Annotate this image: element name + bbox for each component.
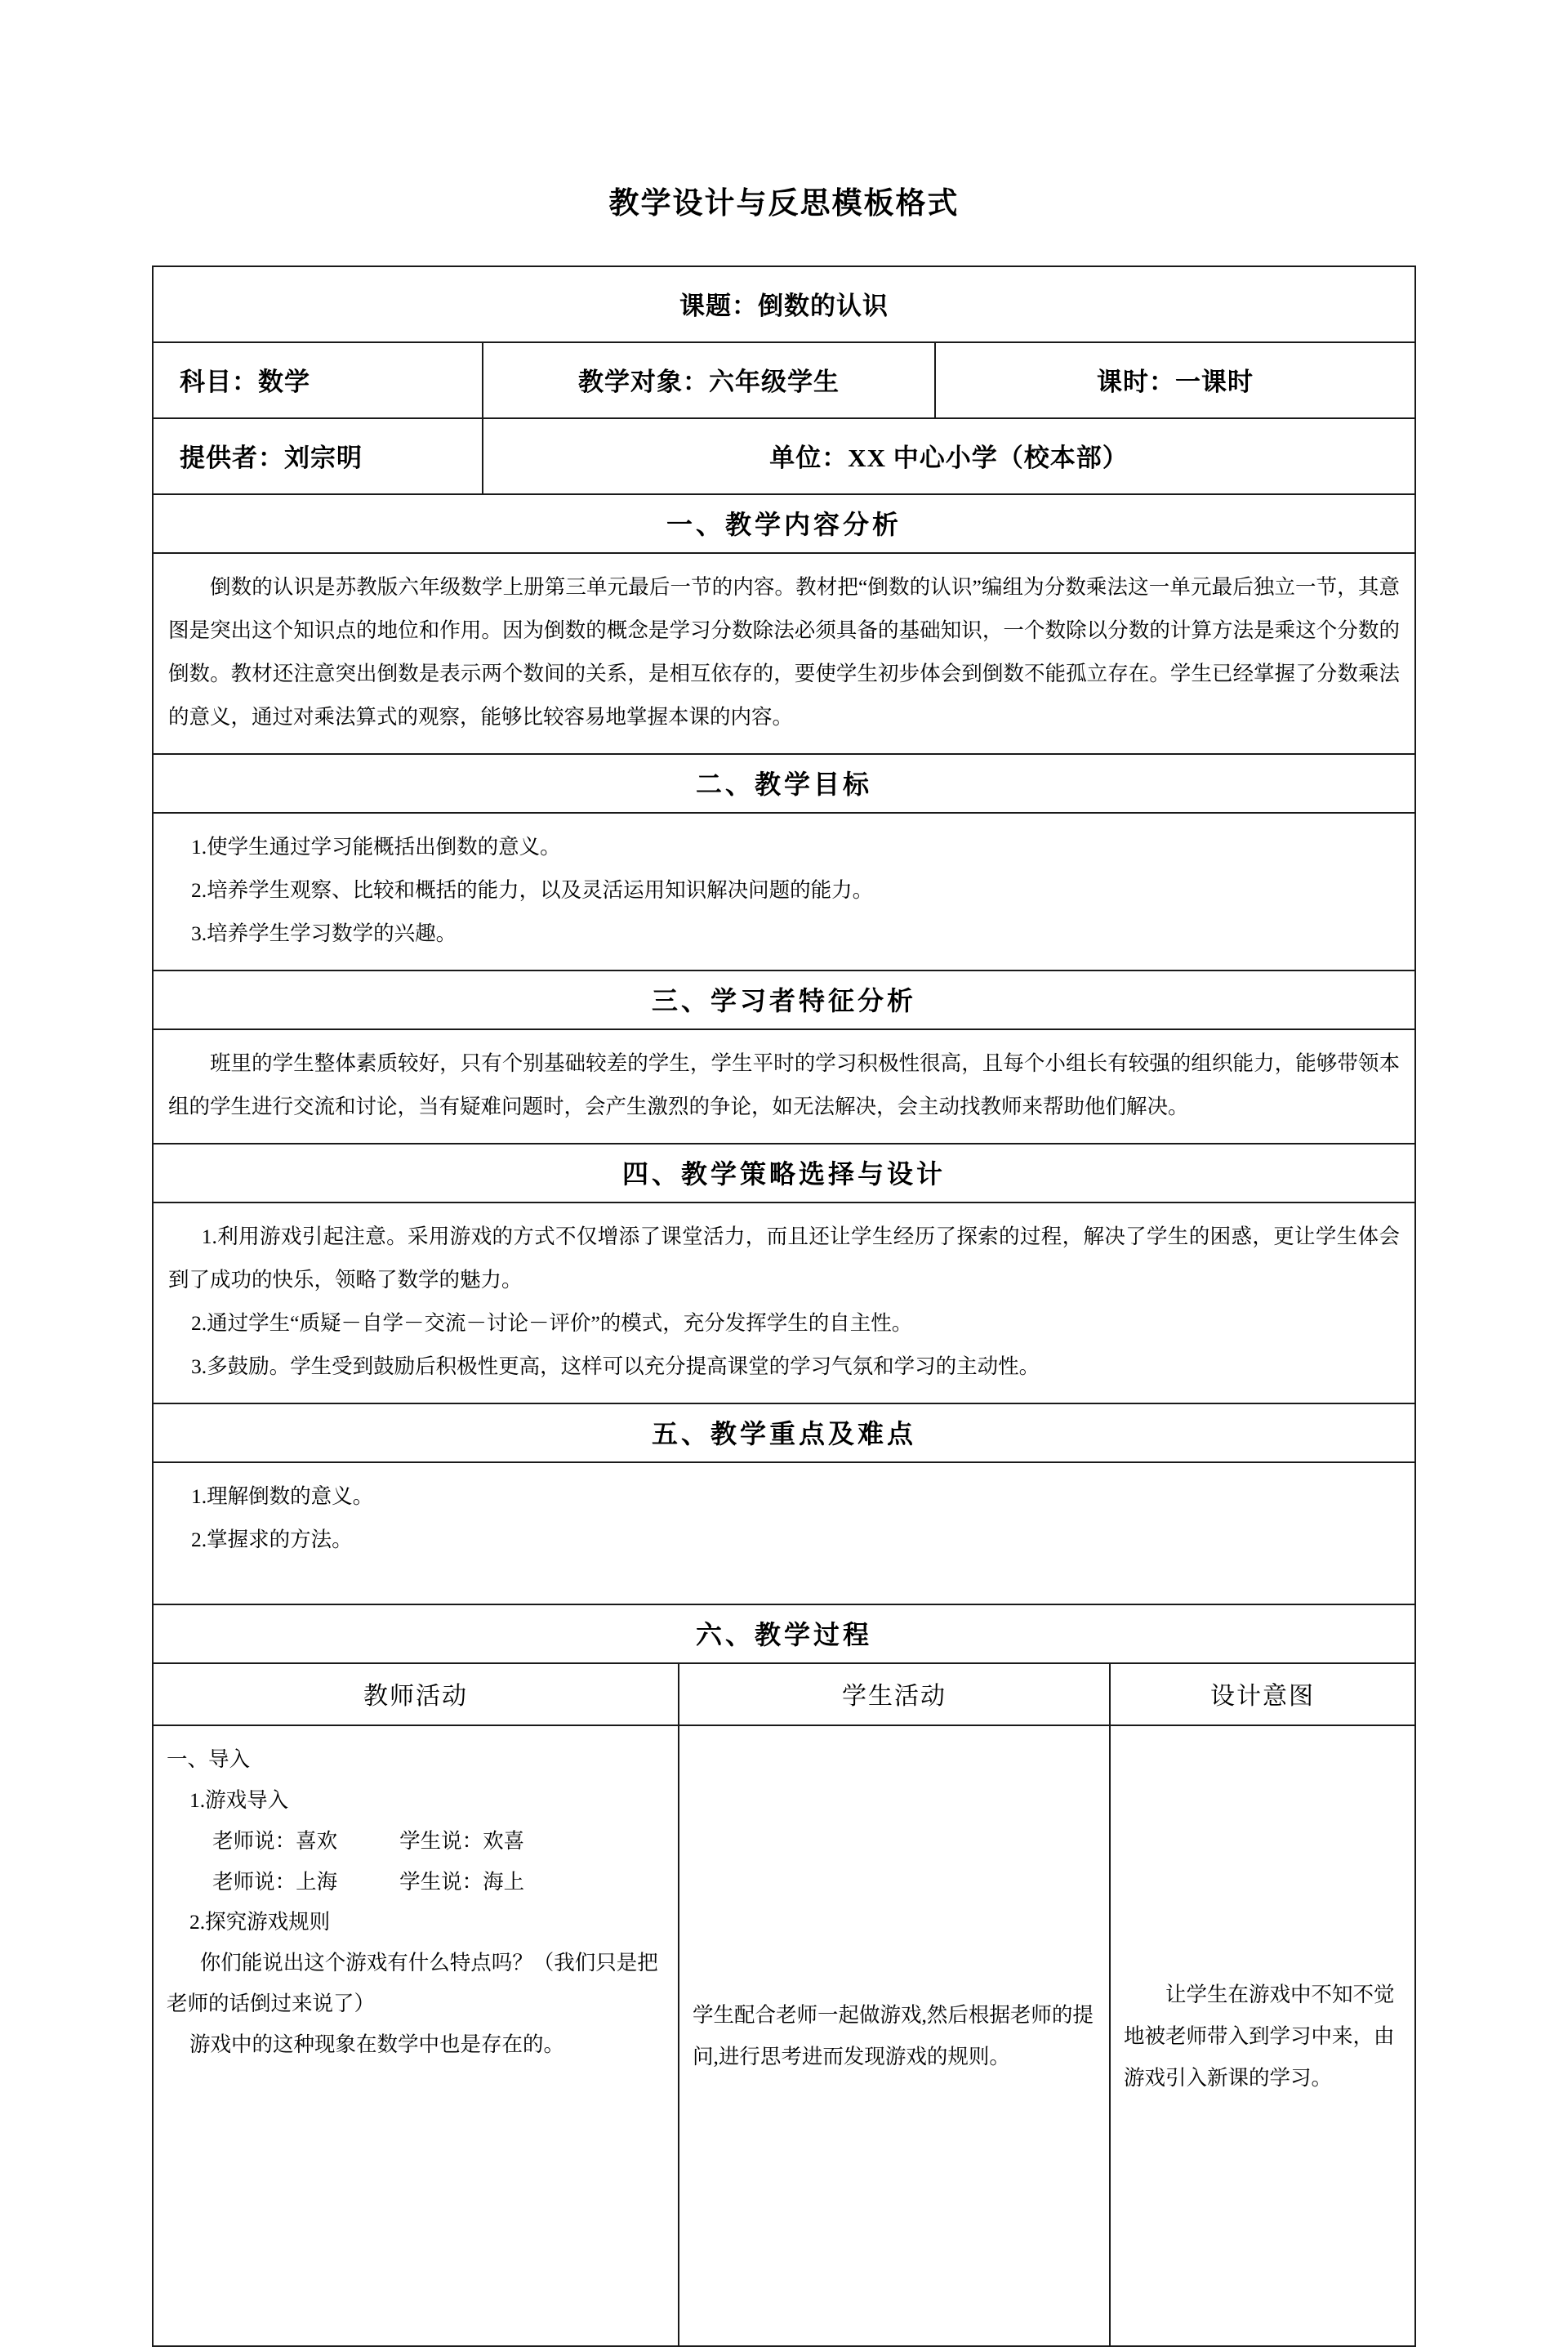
process-body-row: [153, 1725, 1415, 2346]
strategy-item: 1.利用游戏引起注意。采用游戏的方式不仅增添了课堂活力，而且还让学生经历了探索的过程，解决了学生的困惑，更让学生体会到了成功的快乐，领略了数学的魅力。: [168, 1225, 1400, 1292]
table-row-meta-1: [153, 342, 1415, 418]
section-body-row-3: [153, 1029, 1415, 1144]
process-design-intent: [1110, 1725, 1415, 2346]
design-intent-text: 让学生在游戏中不知不觉地被老师带入到学习中来，由游戏引入新课的学习。: [1124, 1982, 1395, 2090]
section-heading-row-5: [153, 1403, 1415, 1462]
teacher-says-1: 老师说：喜欢: [212, 1828, 338, 1853]
teacher-dialogue-line: [167, 1862, 665, 1903]
objective-item: 3.培养学生学习数学的兴趣。: [191, 921, 457, 946]
section-heading-row-3: [153, 970, 1415, 1029]
process-col-header-intent: 设计意图: [1110, 1663, 1415, 1725]
section-heading-objectives: 二、教学目标: [153, 754, 1415, 813]
process-teacher-activity: [153, 1725, 679, 2346]
section-body-objectives: [153, 813, 1415, 970]
section-heading-content-analysis: 一、教学内容分析: [153, 494, 1415, 553]
teacher-line: 一、导入: [167, 1747, 251, 1772]
subject-cell: 科目：数学: [153, 342, 483, 418]
student-says-1: 学生说：欢喜: [399, 1828, 525, 1853]
table-row-topic: [153, 266, 1415, 342]
unit-cell: 单位：XX 中心小学（校本部）: [483, 418, 1415, 494]
section-body-strategy: [153, 1203, 1415, 1403]
paragraph: 班里的学生整体素质较好，只有个别基础较差的学生，学生平时的学习积极性很高，且每个小组长有较强的组织能力，能够带领本组的学生进行交流和讨论，当有疑难问题时，会产生激烈的争论，如无法解决，会主动找教师来帮助他们解决。: [168, 1051, 1400, 1119]
section-heading-process: 六、教学过程: [153, 1604, 1415, 1663]
process-col-header-student: 学生活动: [679, 1663, 1110, 1725]
student-says-2: 学生说：海上: [399, 1869, 525, 1894]
spacer: [168, 1561, 1400, 1589]
teacher-line: 1.游戏导入: [189, 1788, 289, 1813]
page-title: 教学设计与反思模板格式: [608, 187, 960, 221]
teacher-line: 你们能说出这个游戏有什么特点吗？（我们只是把老师的话倒过来说了）: [167, 1951, 658, 2015]
key-point-item: 1.理解倒数的意义。: [191, 1484, 374, 1509]
objective-item: 2.培养学生观察、比较和概括的能力，以及灵活运用知识解决问题的能力。: [191, 878, 874, 903]
section-heading-row-2: [153, 754, 1415, 813]
section-body-learner-analysis: [153, 1029, 1415, 1144]
section-heading-key-points: 五、教学重点及难点: [153, 1403, 1415, 1462]
period-cell: 课时：一课时: [935, 342, 1415, 418]
teacher-line: 2.探究游戏规则: [189, 1910, 331, 1934]
section-body-key-points: [153, 1462, 1415, 1604]
section-body-content-analysis: [153, 553, 1415, 754]
section-heading-row-6: [153, 1604, 1415, 1663]
section-heading-row-4: [153, 1144, 1415, 1203]
section-heading-row-1: [153, 494, 1415, 553]
lesson-plan-table: [152, 265, 1416, 2347]
teacher-line: 游戏中的这种现象在数学中也是存在的。: [189, 2032, 565, 2056]
table-row-meta-2: [153, 418, 1415, 494]
process-header-row: [153, 1663, 1415, 1725]
teacher-dialogue-line: [167, 1821, 665, 1862]
section-body-row-5: [153, 1462, 1415, 1604]
student-activity-text: 学生配合老师一起做游戏,然后根据老师的提问,进行思考进而发现游戏的规则。: [693, 2003, 1094, 2069]
section-heading-strategy: 四、教学策略选择与设计: [153, 1144, 1415, 1203]
process-student-activity: [679, 1725, 1110, 2346]
section-body-row-2: [153, 813, 1415, 970]
section-body-row-1: [153, 553, 1415, 754]
topic-cell: 课题：倒数的认识: [153, 266, 1415, 342]
key-point-item: 2.掌握求的方法。: [191, 1528, 353, 1552]
section-heading-learner-analysis: 三、学习者特征分析: [153, 970, 1415, 1029]
paragraph: 倒数的认识是苏教版六年级数学上册第三单元最后一节的内容。教材把“倒数的认识”编组为分数乘法这一单元最后独立一节，其意图是突出这个知识点的地位和作用。因为倒数的概念是学习分数除法必须具备的基础知识，一个数除以分数的计算方法是乘这个分数的倒数。教材还注意突出倒数是表示两个数间的关系，是相互依存的，要使学生初步体会到倒数不能孤立存在。学生已经掌握了分数乘法的意义，通过对乘法算式的观察，能够比较容易地掌握本课的内容。: [168, 575, 1400, 730]
strategy-item: 3.多鼓励。学生受到鼓励后积极性更高，这样可以充分提高课堂的学习气氛和学习的主动性。: [191, 1354, 1040, 1379]
provider-cell: 提供者：刘宗明: [153, 418, 483, 494]
audience-cell: 教学对象：六年级学生: [483, 342, 935, 418]
teacher-says-2: 老师说：上海: [212, 1869, 338, 1894]
section-body-row-4: [153, 1203, 1415, 1403]
objective-item: 1.使学生通过学习能概括出倒数的意义。: [191, 835, 561, 859]
process-col-header-teacher: 教师活动: [153, 1663, 679, 1725]
strategy-item: 2.通过学生“质疑－自学－交流－讨论－评价”的模式，充分发挥学生的自主性。: [191, 1311, 913, 1336]
